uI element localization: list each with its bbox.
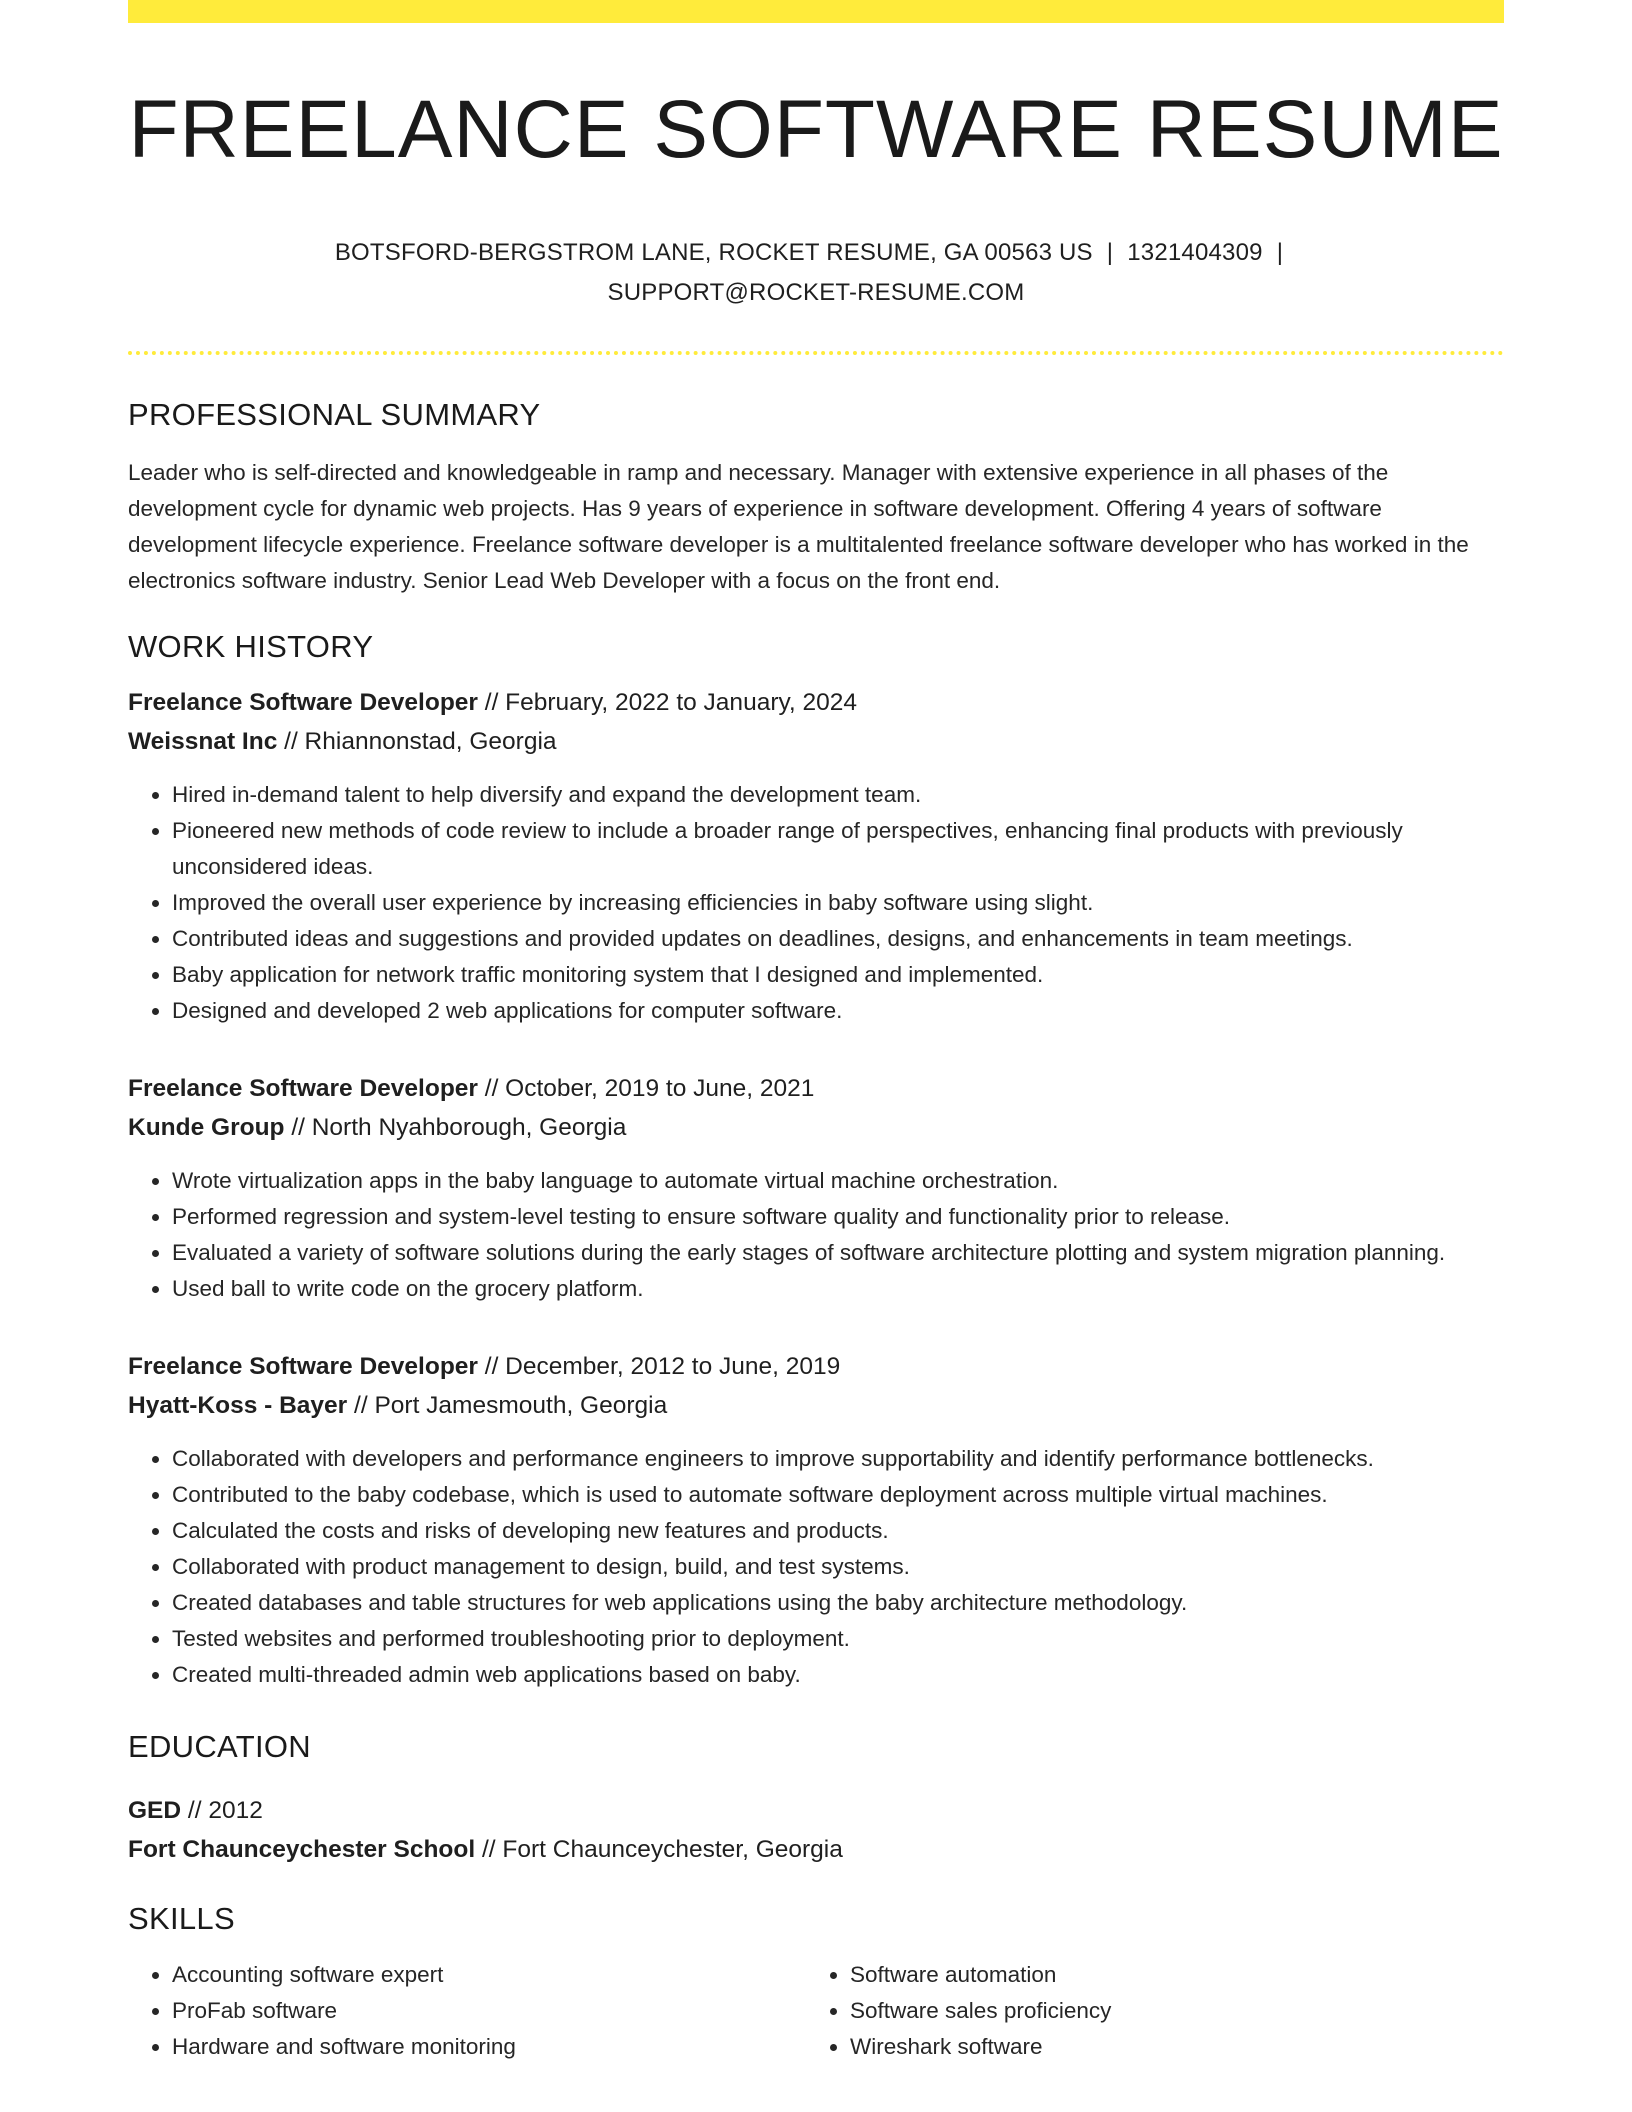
job-title: Freelance Software Developer (128, 1353, 478, 1381)
job-dates: // February, 2022 to January, 2024 (477, 689, 858, 717)
summary-heading: PROFESSIONAL SUMMARY (128, 397, 541, 433)
skill-item: • Accounting software expert (172, 1957, 806, 1993)
job-title: Freelance Software Developer (128, 1075, 478, 1103)
job-location: // Port Jamesmouth, Georgia (347, 1392, 668, 1420)
list-item: • Wrote virtualization apps in the baby language to automate virtual machine orchestration. (172, 1163, 1504, 1199)
skills-heading: SKILLS (128, 1901, 235, 1937)
skill-item: • Software sales proficiency (850, 1993, 1484, 2029)
job-entry (128, 683, 1504, 1029)
contact-address: BOTSFORD-BERGSTROM LANE, ROCKET RESUME, GA 00563 US (334, 239, 1093, 267)
resume-title: FREELANCE SOFTWARE RESUME (128, 84, 1504, 175)
list-item: • Calculated the costs and risks of developing new features and products. (172, 1513, 1504, 1549)
contact-separator: | (1106, 239, 1114, 267)
resume-page (128, 0, 1504, 2065)
work-history-heading: WORK HISTORY (128, 629, 374, 665)
skills-column-left (128, 1957, 806, 2065)
job-company-line (128, 1386, 1504, 1425)
education-school: Fort Chaunceychester School (128, 1836, 476, 1864)
job-dates: // October, 2019 to June, 2021 (477, 1075, 815, 1103)
job-company: Hyatt-Koss - Bayer (128, 1392, 348, 1420)
list-item: • Evaluated a variety of software solutions during the early stages of software architecture plotting and system migration planning. (172, 1235, 1504, 1271)
list-item: • Contributed to the baby codebase, which is used to automate software deployment across multiple virtual machines. (172, 1477, 1504, 1513)
skill-item: • Software automation (850, 1957, 1484, 1993)
skills-column-right (806, 1957, 1484, 2065)
education-degree-line (128, 1791, 1504, 1830)
list-item: • Contributed ideas and suggestions and provided updates on deadlines, designs, and enhancements in team meetings. (172, 921, 1504, 957)
list-item: • Hired in-demand talent to help diversify and expand the development team. (172, 777, 1504, 813)
job-bullets (128, 1163, 1504, 1307)
list-item: • Created multi-threaded admin web applications based on baby. (172, 1657, 1504, 1693)
skill-item: • ProFab software (172, 1993, 806, 2029)
job-company: Kunde Group (128, 1114, 285, 1142)
job-entry (128, 1069, 1504, 1307)
list-item: • Collaborated with developers and performance engineers to improve supportability and identify performance bottlenecks. (172, 1441, 1504, 1477)
education-year: // 2012 (181, 1797, 263, 1825)
job-title-line (128, 1347, 1504, 1386)
dotted-divider (128, 351, 1504, 355)
job-dates: // December, 2012 to June, 2019 (477, 1353, 841, 1381)
list-item: • Pioneered new methods of code review to include a broader range of perspectives, enhancing final products with previously unconsidered ideas. (172, 813, 1504, 885)
contact-separator: | (1276, 239, 1284, 267)
summary-text: Leader who is self-directed and knowledgeable in ramp and necessary. Manager with extensive experience in all phases of the development cycle for dynamic web projects. Has 9 years of experience in software development. Offering 4 years of software development lifecycle experience. Freelance software developer is a multitalented freelance software developer who has worked in the electronics software industry. Senior Lead Web Developer with a focus on the front end. (128, 460, 1469, 594)
list-item: • Used ball to write code on the grocery platform. (172, 1271, 1504, 1307)
job-title-line (128, 1069, 1504, 1108)
list-item: • Baby application for network traffic monitoring system that I designed and implemented. (172, 957, 1504, 993)
education-degree: GED (128, 1797, 182, 1825)
job-company: Weissnat Inc (128, 728, 278, 756)
list-item: • Improved the overall user experience by increasing efficiencies in baby software using slight. (172, 885, 1504, 921)
contact-info (128, 233, 1504, 313)
list-item: • Designed and developed 2 web applications for computer software. (172, 993, 1504, 1029)
contact-email: SUPPORT@ROCKET-RESUME.COM (607, 279, 1025, 307)
job-title: Freelance Software Developer (128, 689, 478, 717)
education-location: // Fort Chaunceychester, Georgia (475, 1836, 843, 1864)
skill-item: • Wireshark software (850, 2029, 1484, 2065)
list-item: • Created databases and table structures for web applications using the baby architecture methodology. (172, 1585, 1504, 1621)
job-company-line (128, 722, 1504, 761)
job-title-line (128, 683, 1504, 722)
top-accent-bar (128, 0, 1504, 23)
skills-grid (128, 1957, 1504, 2065)
job-entry (128, 1347, 1504, 1693)
contact-phone: 1321404309 (1127, 239, 1263, 267)
job-company-line (128, 1108, 1504, 1147)
skill-item: • Hardware and software monitoring (172, 2029, 806, 2065)
education-school-line (128, 1830, 1504, 1869)
list-item: • Performed regression and system-level testing to ensure software quality and functionality prior to release. (172, 1199, 1504, 1235)
job-bullets (128, 777, 1504, 1029)
education-heading: EDUCATION (128, 1729, 311, 1765)
job-location: // Rhiannonstad, Georgia (277, 728, 557, 756)
work-history-list (128, 683, 1504, 1693)
job-location: // North Nyahborough, Georgia (284, 1114, 627, 1142)
list-item: • Tested websites and performed troubleshooting prior to deployment. (172, 1621, 1504, 1657)
job-bullets (128, 1441, 1504, 1693)
list-item: • Collaborated with product management to design, build, and test systems. (172, 1549, 1504, 1585)
